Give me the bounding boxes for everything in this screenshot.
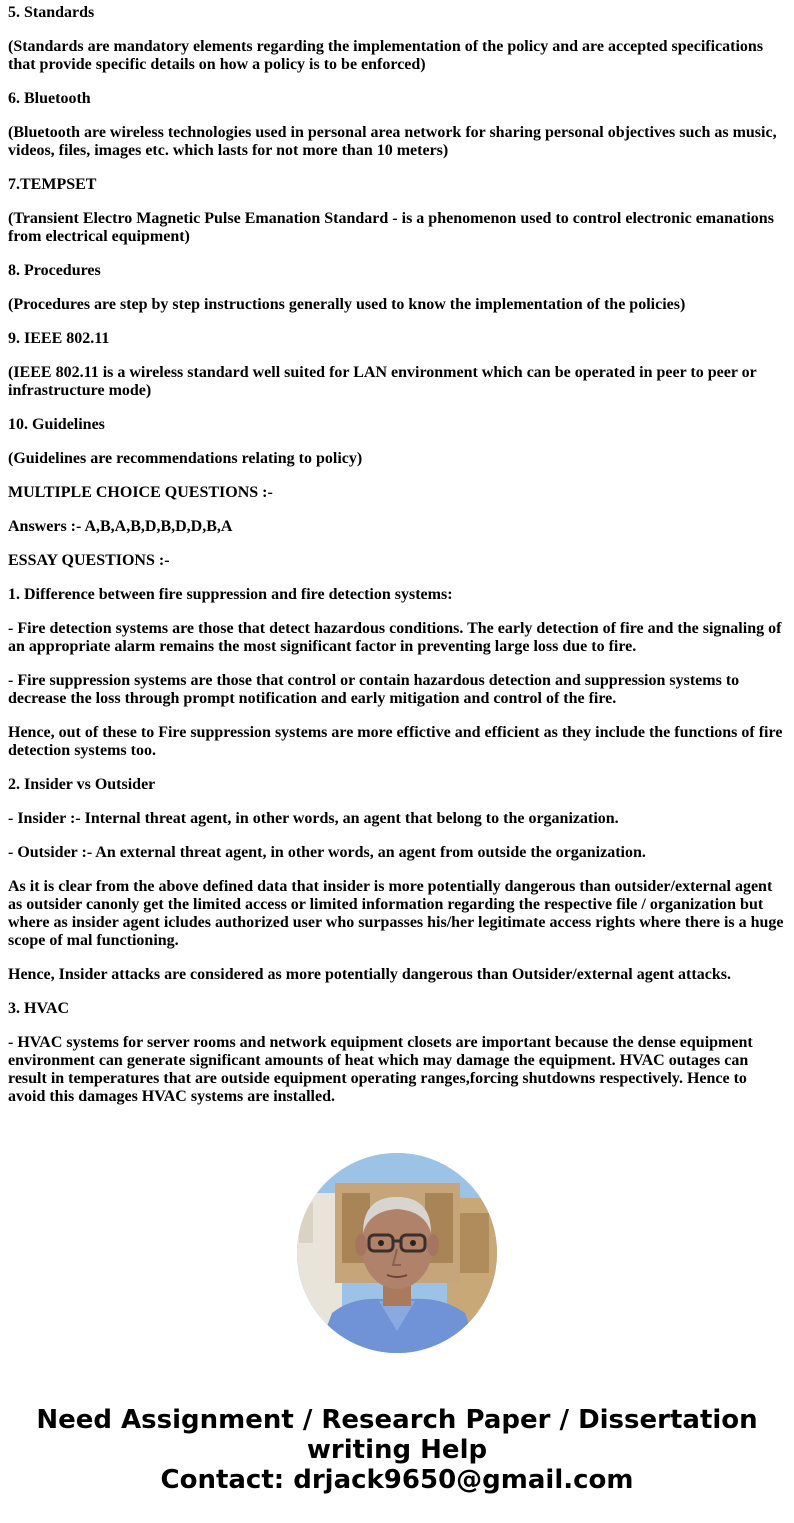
heading-tempset: 7.TEMPSET (8, 176, 97, 193)
essay-q2-analysis: As it is clear from the above defined data that insider is more potentially dangerous than outsider/external agent as outsider canonly get the limited access or limited information regarding the respective file / organization but where as insider agent icludes authorized user who surpasses his/her legitimate access rights where there is a huge scope of mal functioning. (8, 878, 784, 949)
essay-q2-conclusion: Hence, Insider attacks are considered as more potentially dangerous than Outsider/external agent attacks. (8, 966, 731, 983)
essay-q3-title: 3. HVAC (8, 1000, 70, 1017)
paragraph-ieee: (IEEE 802.11 is a wireless standard well suited for LAN environment which can be operated in peer to peer or infrastructure mode) (8, 364, 757, 399)
essay-q2-title: 2. Insider vs Outsider (8, 776, 156, 793)
paragraph-standards: (Standards are mandatory elements regarding the implementation of the policy and are accepted specifications that provide specific details on how a policy is to be enforced) (8, 38, 764, 73)
heading-ieee: 9. IEEE 802.11 (8, 330, 110, 347)
document-body (8, 4, 786, 1122)
mcq-answers: Answers :- A,B,A,B,D,B,D,D,B,A (8, 518, 233, 535)
paragraph-bluetooth: (Bluetooth are wireless technologies used in personal area network for sharing personal objectives such as music, videos, files, images etc. which lasts for not more than 10 meters) (8, 124, 777, 159)
heading-bluetooth: 6. Bluetooth (8, 90, 91, 107)
essay-q3-body: - HVAC systems for server rooms and network equipment closets are important because the dense equipment environment can generate significant amounts of heat which may damage the equipment. HVAC outages can result in temperatures that are outside equipment operating ranges,forcing shutdowns respectively. Hence to avoid this damages HVAC systems are installed. (8, 1034, 753, 1105)
essay-q1-suppression: - Fire suppression systems are those that control or contain hazardous detection and suppression systems to decrease the loss through prompt notification and early mitigation and control of the fire. (8, 672, 740, 707)
heading-standards: 5. Standards (8, 4, 95, 21)
essay-q1-detection: - Fire detection systems are those that detect hazardous conditions. The early detection of fire and the signaling of an appropriate alarm remains the most significant factor in preventing large loss due to fire. (8, 620, 782, 655)
footer-banner (0, 1405, 794, 1495)
paragraph-tempset: (Transient Electro Magnetic Pulse Emanation Standard - is a phenomenon used to control electronic emanations from electrical equipment) (8, 210, 774, 245)
footer-line-1: Need Assignment / Research Paper / Dissertation (36, 1405, 758, 1435)
essay-q1-title: 1. Difference between fire suppression and fire detection systems: (8, 586, 453, 603)
heading-essay: ESSAY QUESTIONS :- (8, 552, 170, 569)
essay-q2-insider: - Insider :- Internal threat agent, in other words, an agent that belong to the organization. (8, 810, 619, 827)
heading-guidelines: 10. Guidelines (8, 416, 105, 433)
author-avatar (297, 1153, 497, 1353)
essay-q2-outsider: - Outsider :- An external threat agent, in other words, an agent from outside the organization. (8, 844, 646, 861)
footer-contact: Contact: drjack9650@gmail.com (160, 1465, 634, 1495)
paragraph-guidelines: (Guidelines are recommendations relating to policy) (8, 450, 363, 467)
paragraph-procedures: (Procedures are step by step instructions generally used to know the implementation of the policies) (8, 296, 686, 313)
essay-q1-conclusion: Hence, out of these to Fire suppression systems are more effictive and efficient as they include the functions of fire detection systems too. (8, 724, 783, 759)
author-portrait-icon (297, 1153, 497, 1353)
footer-line-2: writing Help (306, 1435, 488, 1465)
heading-procedures: 8. Procedures (8, 262, 101, 279)
heading-mcq: MULTIPLE CHOICE QUESTIONS :- (8, 484, 273, 501)
